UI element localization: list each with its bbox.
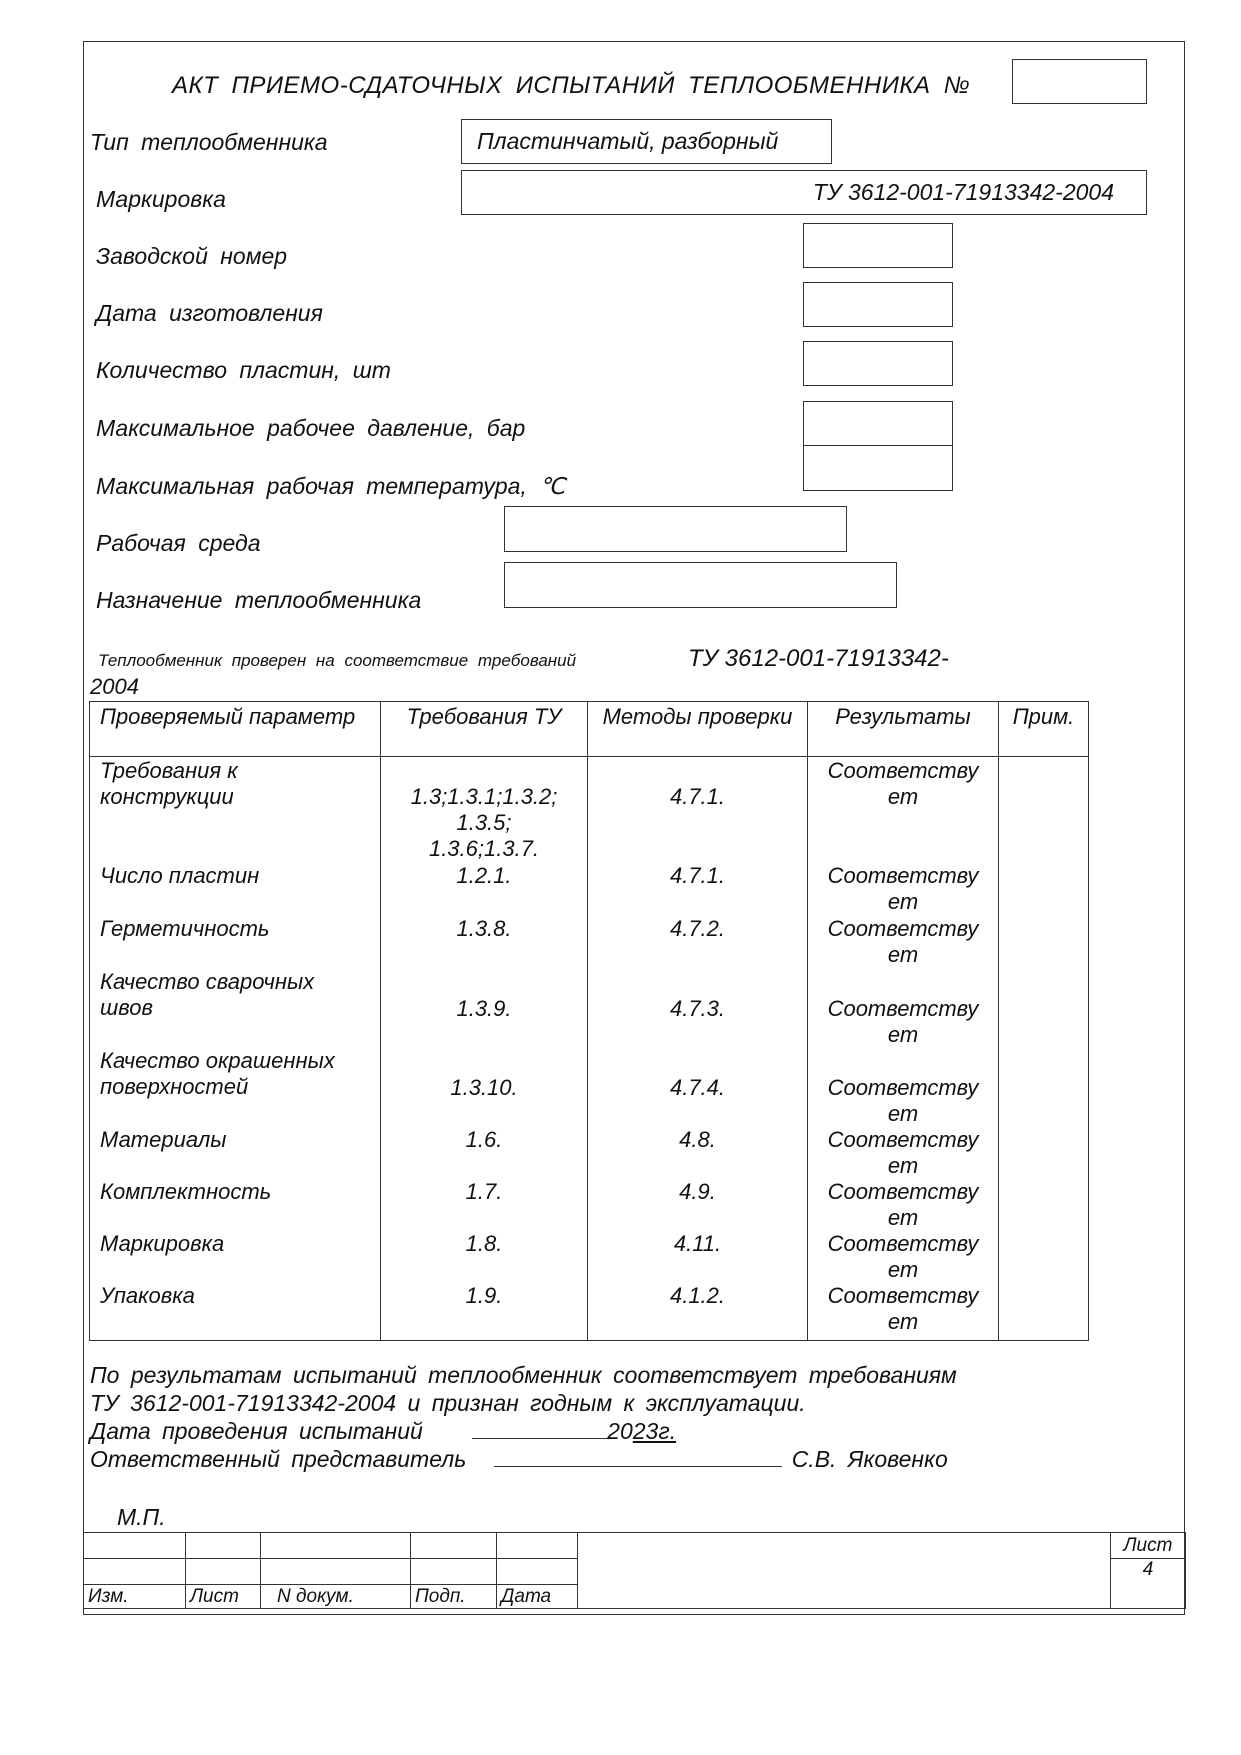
marking-label: Маркировка	[96, 186, 226, 212]
row-req: 1.7.	[381, 1179, 588, 1231]
manufacture-date-field[interactable]	[803, 282, 953, 327]
row-method: 4.7.4.	[588, 1048, 808, 1127]
table-row	[90, 969, 1089, 1048]
purpose-label: Назначение теплообменника	[96, 587, 422, 613]
title-block-cell[interactable]	[261, 1533, 411, 1559]
max-temperature-label: Максимальная рабочая температура, ℃	[96, 473, 566, 499]
type-field[interactable]	[461, 119, 832, 164]
row-method: 4.7.3.	[588, 969, 808, 1048]
row-method: 4.9.	[588, 1179, 808, 1231]
row-result: Соответству ет	[827, 995, 979, 1047]
signature-field[interactable]	[494, 1446, 782, 1467]
parameters-table	[89, 701, 1089, 1341]
row-result: Соответству ет	[827, 915, 979, 967]
serial-number-field[interactable]	[803, 223, 953, 268]
serial-number-label: Заводской номер	[96, 243, 288, 269]
row-req: 1.3.9.	[381, 969, 588, 1048]
table-row	[90, 863, 1089, 916]
title-block	[83, 1532, 1186, 1609]
test-year-suffix: 23г.	[632, 1418, 677, 1444]
title-block-main	[578, 1533, 1111, 1609]
header-results: Результаты	[808, 702, 999, 757]
test-date-label: Дата проведения испытаний	[90, 1418, 423, 1444]
row-note	[999, 1048, 1089, 1127]
representative-line	[90, 1446, 948, 1473]
row-param: Качество окрашенных поверхностей	[100, 1047, 335, 1099]
row-method: 4.7.1.	[588, 863, 808, 916]
row-result: Соответству ет	[827, 1126, 979, 1178]
row-note	[999, 1179, 1089, 1231]
row-note	[999, 757, 1089, 863]
title-block-cell[interactable]	[186, 1559, 261, 1585]
title-block-cell[interactable]	[411, 1533, 497, 1559]
type-label: Тип теплообменника	[90, 129, 328, 155]
sheet-label: Лист	[1111, 1533, 1186, 1559]
title-block-cell[interactable]	[84, 1559, 186, 1585]
type-value: Пластинчатый, разборный	[477, 128, 779, 154]
plates-count-field[interactable]	[803, 341, 953, 386]
header-requirements: Требования ТУ	[381, 702, 588, 757]
row-method: 4.7.2.	[588, 916, 808, 969]
row-result: Соответству ет	[827, 1230, 979, 1282]
row-req: 1.8.	[381, 1231, 588, 1283]
row-req: 1.9.	[381, 1283, 588, 1341]
title-block-cell[interactable]	[186, 1533, 261, 1559]
conclusion-line-2: ТУ 3612-001-71913342-2004 и признан годным к эксплуатации.	[90, 1390, 806, 1416]
row-param: Качество сварочных швов	[100, 968, 315, 1020]
row-method: 4.8.	[588, 1127, 808, 1179]
row-param: Герметичность	[90, 916, 381, 969]
row-param: Материалы	[90, 1127, 381, 1179]
row-result: Соответству ет	[827, 862, 979, 914]
working-medium-field[interactable]	[504, 506, 847, 552]
check-note: Теплообменник проверен на соответствие требований	[98, 651, 577, 670]
row-method: 4.1.2.	[588, 1283, 808, 1341]
table-row	[90, 1231, 1089, 1283]
doc-number-label: N докум.	[261, 1585, 411, 1609]
date-col-label: Дата	[497, 1585, 578, 1609]
header-methods: Методы проверки	[588, 702, 808, 757]
plates-count-label: Количество пластин, шт	[96, 357, 391, 383]
max-pressure-label: Максимальное рабочее давление, бар	[96, 415, 526, 441]
test-date-line	[90, 1418, 676, 1445]
stamp-label: М.П.	[117, 1504, 166, 1530]
header-parameter: Проверяемый параметр	[90, 702, 381, 757]
row-param: Требования к конструкции	[100, 758, 238, 809]
title-block-cell[interactable]	[497, 1559, 578, 1585]
row-method: 4.7.1.	[588, 757, 808, 863]
table-row	[90, 1048, 1089, 1127]
document-title: АКТ ПРИЕМО-СДАТОЧНЫХ ИСПЫТАНИЙ ТЕПЛООБМЕННИКА №	[172, 72, 971, 99]
act-number-field[interactable]	[1012, 59, 1147, 104]
marking-field[interactable]	[461, 170, 1147, 215]
purpose-field[interactable]	[504, 562, 897, 608]
row-note	[999, 1127, 1089, 1179]
max-pressure-field[interactable]	[803, 401, 953, 447]
row-param: Маркировка	[90, 1231, 381, 1283]
row-note	[999, 969, 1089, 1048]
row-result: Соответству ет	[827, 1178, 979, 1230]
table-row	[90, 1179, 1089, 1231]
row-param: Комплектность	[90, 1179, 381, 1231]
list-label: Лист	[186, 1585, 261, 1609]
row-req: 1.3.10.	[381, 1048, 588, 1127]
row-req: 1.2.1.	[381, 863, 588, 916]
row-note	[999, 1283, 1089, 1341]
izm-label: Изм.	[84, 1585, 186, 1609]
title-block-cell[interactable]	[411, 1559, 497, 1585]
table-row	[90, 1127, 1089, 1179]
table-row	[90, 916, 1089, 969]
row-result: Соответству ет	[827, 1074, 979, 1126]
manufacture-date-label: Дата изготовления	[96, 300, 323, 326]
marking-value: ТУ 3612-001-71913342-2004	[812, 179, 1114, 205]
row-req: 1.3.8.	[381, 916, 588, 969]
row-method: 4.11.	[588, 1231, 808, 1283]
row-note	[999, 1231, 1089, 1283]
conclusion-line-1: По результатам испытаний теплообменник соответствует требованиям	[90, 1362, 957, 1388]
representative-label: Ответственный представитель	[90, 1446, 467, 1472]
header-note: Прим.	[999, 702, 1089, 757]
representative-name: С.В. Яковенко	[791, 1446, 948, 1472]
row-req: 1.6.	[381, 1127, 588, 1179]
test-date-field[interactable]	[472, 1418, 607, 1439]
row-param: Число пластин	[90, 863, 381, 916]
sheet-number: 4	[1111, 1559, 1186, 1609]
working-medium-label: Рабочая среда	[96, 530, 261, 556]
max-temperature-field[interactable]	[803, 445, 953, 491]
row-param: Упаковка	[90, 1283, 381, 1341]
test-year-prefix: 20	[607, 1418, 633, 1444]
row-result: Соответству ет	[827, 758, 979, 809]
title-block-cell[interactable]	[497, 1533, 578, 1559]
row-note	[999, 916, 1089, 969]
title-block-cell[interactable]	[261, 1559, 411, 1585]
table-row	[90, 757, 1089, 863]
title-block-cell[interactable]	[84, 1533, 186, 1559]
check-note-year: 2004	[90, 674, 139, 699]
signature-col-label: Подп.	[411, 1585, 497, 1609]
table-header-row	[90, 702, 1089, 757]
row-result: Соответству ет	[827, 1282, 979, 1334]
row-note	[999, 863, 1089, 916]
table-row	[90, 1283, 1089, 1341]
check-note-tu: ТУ 3612-001-71913342-	[688, 645, 949, 672]
row-req: 1.3;1.3.1;1.3.2; 1.3.5; 1.3.6;1.3.7.	[410, 784, 558, 861]
